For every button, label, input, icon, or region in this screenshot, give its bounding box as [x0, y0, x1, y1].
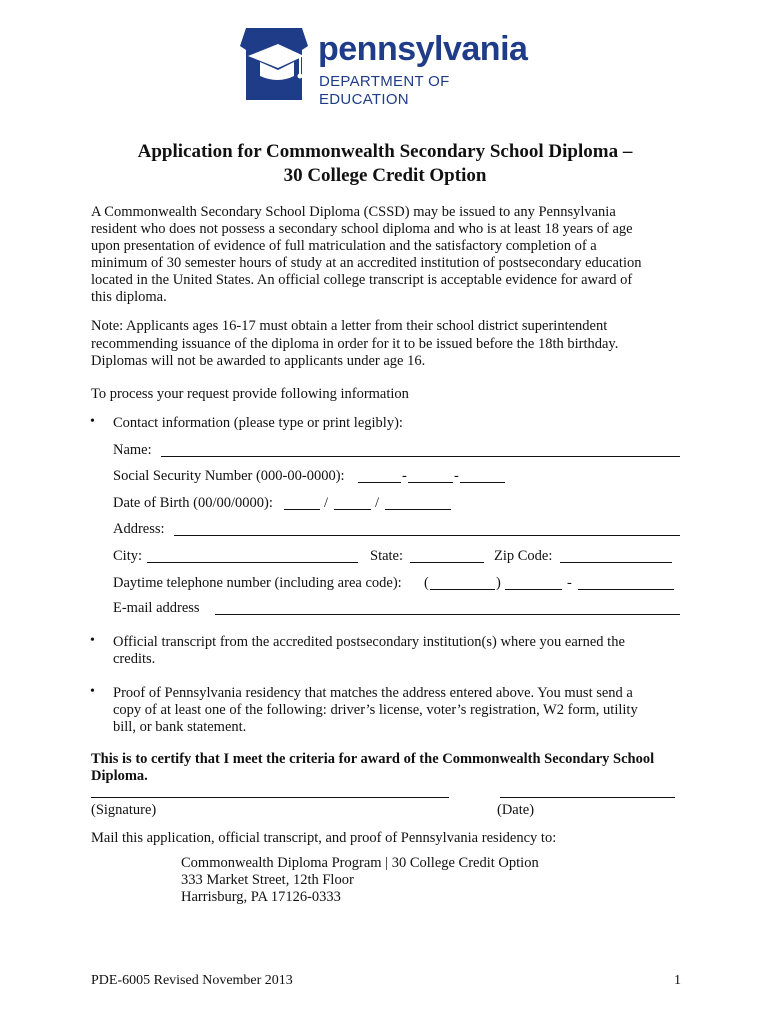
note-line: recommending issuance of the diploma in order for it to be issued before the 18th birthday.: [91, 336, 619, 352]
form-number: PDE-6005 Revised November 2013: [91, 973, 293, 988]
dob-month-field[interactable]: [284, 509, 320, 510]
mail-address-line: 333 Market Street, 12th Floor: [181, 872, 354, 888]
email-label: E-mail address: [113, 600, 200, 616]
residency-line: Proof of Pennsylvania residency that matches the address entered above. You must send a: [113, 685, 633, 701]
state-field[interactable]: [410, 562, 484, 563]
city-label: City:: [113, 548, 143, 564]
intro-line: located in the United States. An official college transcript is acceptable evidence for award of: [91, 272, 633, 288]
pde-logo: [238, 26, 538, 108]
intro-line: this diploma.: [91, 289, 167, 305]
phone-area-code-field[interactable]: [430, 589, 495, 590]
bullet-icon: •: [90, 684, 95, 699]
signature-field[interactable]: [91, 797, 449, 798]
contact-heading: Contact information (please type or print legibly):: [113, 415, 403, 431]
logo-department: DEPARTMENT OF EDUCATION: [319, 73, 450, 108]
transcript-line: credits.: [113, 651, 156, 667]
signature-label: (Signature): [91, 802, 157, 818]
process-intro: To process your request provide following information: [91, 386, 409, 402]
page-number: 1: [674, 973, 681, 988]
intro-line: upon presentation of evidence of full matriculation and the satisfactory completion of a: [91, 238, 597, 254]
logo-wordmark: pennsylvania: [318, 30, 528, 68]
ssn-field-part-1[interactable]: [358, 482, 401, 483]
certify-line: This is to certify that I meet the criteria for award of the Commonwealth Secondary School: [91, 751, 655, 767]
city-field[interactable]: [147, 562, 358, 563]
keystone-mortarboard-icon: [238, 26, 310, 102]
mail-address-line: Commonwealth Diploma Program | 30 College Credit Option: [181, 855, 539, 871]
dob-year-field[interactable]: [385, 509, 451, 510]
ssn-label: Social Security Number (000-00-0000):: [113, 468, 345, 484]
transcript-line: Official transcript from the accredited postsecondary institution(s) where you earned the: [113, 634, 625, 650]
bullet-icon: •: [90, 414, 95, 429]
mail-intro: Mail this application, official transcript, and proof of Pennsylvania residency to:: [91, 830, 557, 846]
phone-prefix-field[interactable]: [505, 589, 562, 590]
certify-line: Diploma.: [91, 768, 148, 784]
date-field[interactable]: [500, 797, 675, 798]
name-label: Name:: [113, 442, 152, 458]
bullet-icon: •: [90, 633, 95, 648]
phone-line-field[interactable]: [578, 589, 674, 590]
zip-label: Zip Code:: [494, 548, 553, 564]
intro-line: minimum of 30 semester hours of study at an accredited institution of postsecondary education: [91, 255, 642, 271]
residency-line: copy of at least one of the following: driver’s license, voter’s registration, W2 form, utility: [113, 702, 638, 718]
phone-label: Daytime telephone number (including area code):: [113, 575, 402, 591]
email-field[interactable]: [215, 614, 680, 615]
intro-line: A Commonwealth Secondary School Diploma (CSSD) may be issued to any Pennsylvania: [91, 204, 616, 220]
note-line: Note: Applicants ages 16-17 must obtain a letter from their school district superintendent: [91, 318, 608, 334]
dob-label: Date of Birth (00/00/0000):: [113, 495, 273, 511]
zip-field[interactable]: [560, 562, 672, 563]
form-title-line-2: 30 College Credit Option: [283, 165, 487, 186]
dob-day-field[interactable]: [334, 509, 371, 510]
residency-line: bill, or bank statement.: [113, 719, 247, 735]
ssn-field-part-2[interactable]: [408, 482, 453, 483]
name-field[interactable]: [161, 456, 680, 457]
state-label: State:: [370, 548, 404, 564]
intro-line: resident who does not possess a secondary school diploma and who is at least 18 years of age: [91, 221, 633, 237]
ssn-field-part-3[interactable]: [460, 482, 505, 483]
note-line: Diplomas will not be awarded to applicants under age 16.: [91, 353, 426, 369]
address-label: Address:: [113, 521, 165, 537]
form-title-line-1: Application for Commonwealth Secondary School Diploma –: [137, 141, 633, 162]
mail-address-line: Harrisburg, PA 17126-0333: [181, 889, 341, 905]
address-field[interactable]: [174, 535, 680, 536]
date-label: (Date): [497, 802, 535, 818]
